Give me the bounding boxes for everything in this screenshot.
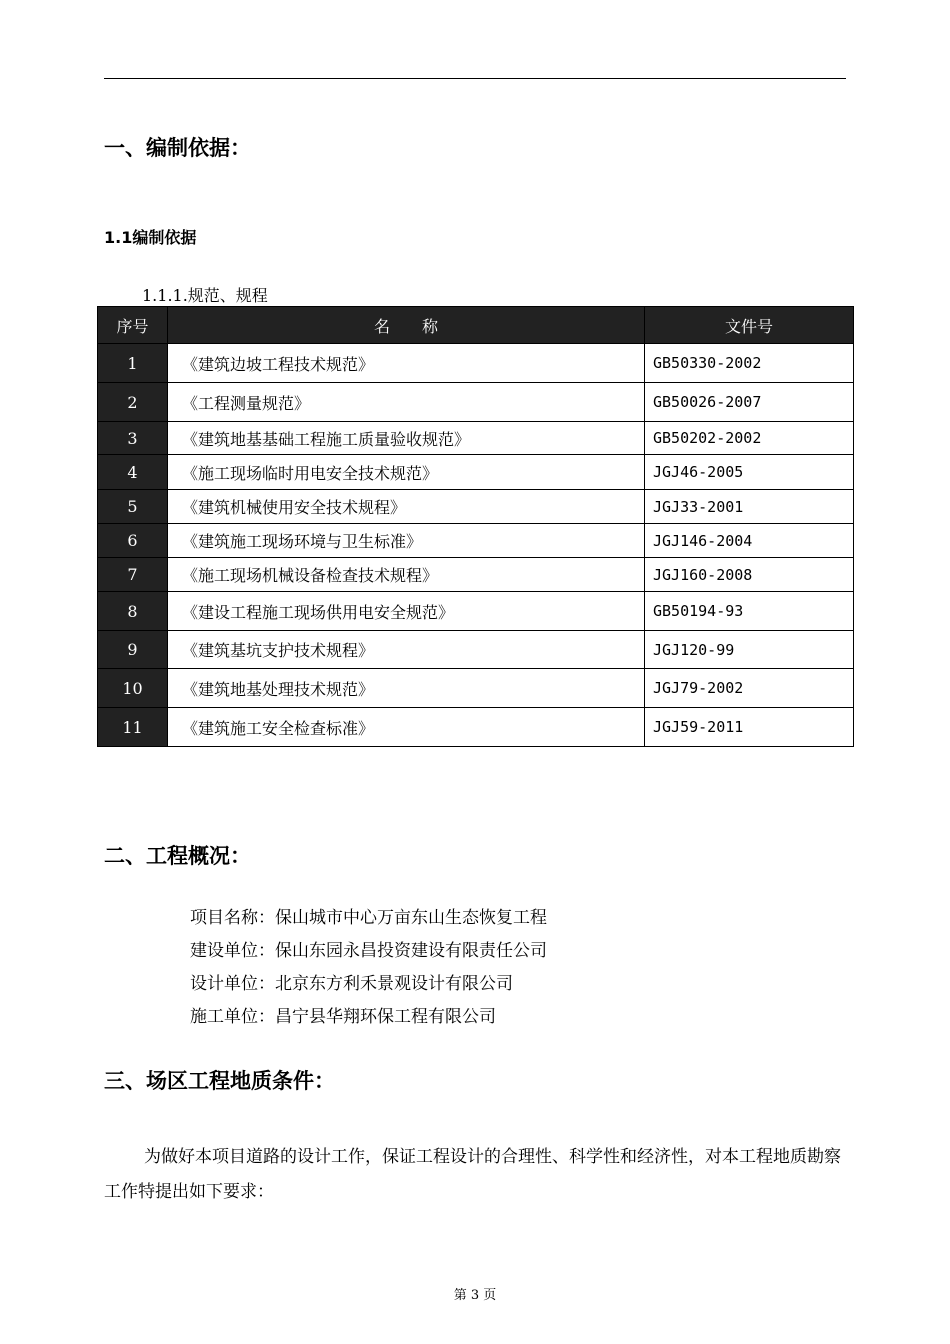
row-no: 6: [98, 524, 168, 558]
row-code: GB50330-2002: [645, 344, 854, 383]
row-code: GB50202-2002: [645, 422, 854, 455]
row-code: GB50026-2007: [645, 383, 854, 422]
header-rule: [104, 78, 846, 79]
row-code: JGJ46-2005: [645, 455, 854, 490]
header-name: 名 称: [168, 307, 645, 344]
subsection-heading: 1.1编制依据: [104, 228, 197, 247]
row-no: 7: [98, 558, 168, 592]
row-name: 《建设工程施工现场供用电安全规范》: [168, 592, 645, 631]
header-code: 文件号: [645, 307, 854, 344]
row-no: 1: [98, 344, 168, 383]
row-no: 5: [98, 490, 168, 524]
table-row: [98, 383, 854, 422]
table-row: [98, 490, 854, 524]
section-3-paragraph: 为做好本项目道路的设计工作，保证工程设计的合理性、科学性和经济性，对本工程地质勘察工作特提出如下要求：: [104, 1147, 841, 1202]
row-name: 《施工现场临时用电安全技术规范》: [168, 455, 645, 490]
row-no: 11: [98, 708, 168, 747]
row-code: JGJ146-2004: [645, 524, 854, 558]
row-name: 《建筑施工安全检查标准》: [168, 708, 645, 747]
table-row: [98, 524, 854, 558]
row-name: 《建筑施工现场环境与卫生标准》: [168, 524, 645, 558]
section-3-heading: 三、场区工程地质条件：: [104, 1069, 335, 1093]
page-number: 第 3 页: [453, 1288, 497, 1303]
contractor: 施工单位：昌宁县华翔环保工程有限公司: [190, 1007, 496, 1027]
row-name: 《工程测量规范》: [168, 383, 645, 422]
row-no: 4: [98, 455, 168, 490]
row-code: GB50194-93: [645, 592, 854, 631]
row-name: 《建筑地基处理技术规范》: [168, 669, 645, 708]
row-name: 《施工现场机械设备检查技术规程》: [168, 558, 645, 592]
table-row: [98, 558, 854, 592]
table-row: [98, 708, 854, 747]
subsubsection-heading: 1.1.1.规范、规程: [142, 286, 268, 305]
header-no: 序号: [98, 307, 168, 344]
row-name: 《建筑地基基础工程施工质量验收规范》: [168, 422, 645, 455]
row-code: JGJ120-99: [645, 631, 854, 669]
table-row: [98, 631, 854, 669]
designer: 设计单位：北京东方利禾景观设计有限公司: [190, 974, 513, 994]
table-row: [98, 592, 854, 631]
row-name: 《建筑机械使用安全技术规程》: [168, 490, 645, 524]
project-name: 项目名称：保山城市中心万亩东山生态恢复工程: [190, 908, 547, 928]
table-row: [98, 455, 854, 490]
section-1-heading: 一、编制依据：: [104, 136, 251, 160]
row-no: 2: [98, 383, 168, 422]
row-code: JGJ59-2011: [645, 708, 854, 747]
developer: 建设单位：保山东园永昌投资建设有限责任公司: [190, 941, 547, 961]
table-row: [98, 422, 854, 455]
row-code: JGJ33-2001: [645, 490, 854, 524]
project-overview: [190, 902, 547, 1034]
table-header-row: [98, 307, 854, 344]
row-no: 8: [98, 592, 168, 631]
standards-table: [97, 306, 854, 747]
row-no: 9: [98, 631, 168, 669]
row-name: 《建筑边坡工程技术规范》: [168, 344, 645, 383]
row-code: JGJ79-2002: [645, 669, 854, 708]
table-row: [98, 344, 854, 383]
row-no: 3: [98, 422, 168, 455]
row-no: 10: [98, 669, 168, 708]
row-code: JGJ160-2008: [645, 558, 854, 592]
row-name: 《建筑基坑支护技术规程》: [168, 631, 645, 669]
table-row: [98, 669, 854, 708]
section-2-heading: 二、工程概况：: [104, 844, 251, 868]
